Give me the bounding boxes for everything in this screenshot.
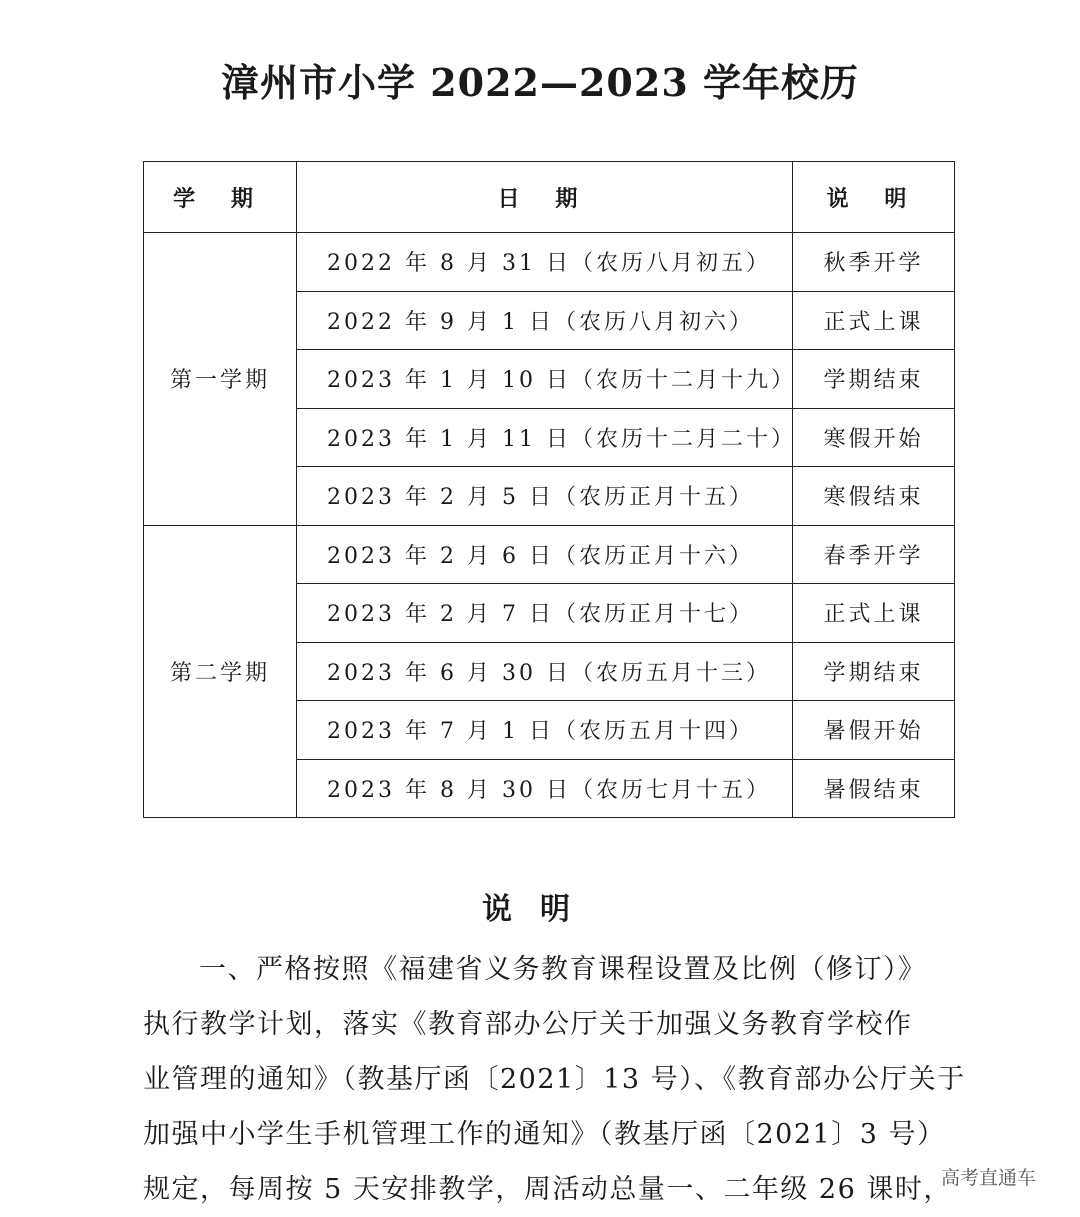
header-date: 日 期 [297, 162, 793, 233]
school-calendar-table [143, 161, 955, 818]
note-cell: 春季开学 [793, 525, 955, 584]
date-cell: 2022 年 8 月 31 日（农历八月初五） [297, 233, 793, 292]
note-cell: 暑假开始 [793, 701, 955, 760]
notes-line: 加强中小学生手机管理工作的通知》（教基厅函〔2021〕3 号） [143, 1119, 946, 1150]
note-cell: 正式上课 [793, 584, 955, 643]
notes-line: 规定，每周按 5 天安排教学，周活动总量一、二年级 26 课时， [143, 1174, 952, 1205]
date-cell: 2023 年 1 月 10 日（农历十二月十九） [297, 350, 793, 409]
term-cell: 第二学期 [144, 525, 297, 818]
date-cell: 2023 年 7 月 1 日（农历五月十四） [297, 701, 793, 760]
date-cell: 2023 年 2 月 5 日（农历正月十五） [297, 467, 793, 526]
table-header-row [144, 162, 955, 233]
document-title: 漳州市小学 2022—2023 学年校历 [221, 60, 859, 105]
date-cell: 2023 年 2 月 6 日（农历正月十六） [297, 525, 793, 584]
table-row [144, 525, 955, 584]
notes-heading: 说明 [482, 892, 598, 927]
notes-line: 一、严格按照《福建省义务教育课程设置及比例（修订）》 [199, 954, 927, 985]
note-cell: 寒假开始 [793, 408, 955, 467]
notes-line: 业管理的通知》（教基厅函〔2021〕13 号）、《教育部办公厅关于 [143, 1064, 966, 1095]
date-cell: 2023 年 8 月 30 日（农历七月十五） [297, 759, 793, 818]
note-cell: 寒假结束 [793, 467, 955, 526]
header-note: 说 明 [793, 162, 955, 233]
date-cell: 2023 年 1 月 11 日（农历十二月二十） [297, 408, 793, 467]
note-cell: 暑假结束 [793, 759, 955, 818]
header-term: 学 期 [144, 162, 297, 233]
note-cell: 正式上课 [793, 291, 955, 350]
date-cell: 2022 年 9 月 1 日（农历八月初六） [297, 291, 793, 350]
note-cell: 学期结束 [793, 350, 955, 409]
notes-line: 执行教学计划，落实《教育部办公厅关于加强义务教育学校作 [143, 1009, 913, 1040]
watermark: 高考直通车 [941, 1167, 1037, 1189]
note-cell: 秋季开学 [793, 233, 955, 292]
table-row [144, 233, 955, 292]
term-cell: 第一学期 [144, 233, 297, 526]
note-cell: 学期结束 [793, 642, 955, 701]
notes-paragraph [143, 942, 966, 1217]
date-cell: 2023 年 2 月 7 日（农历正月十七） [297, 584, 793, 643]
date-cell: 2023 年 6 月 30 日（农历五月十三） [297, 642, 793, 701]
